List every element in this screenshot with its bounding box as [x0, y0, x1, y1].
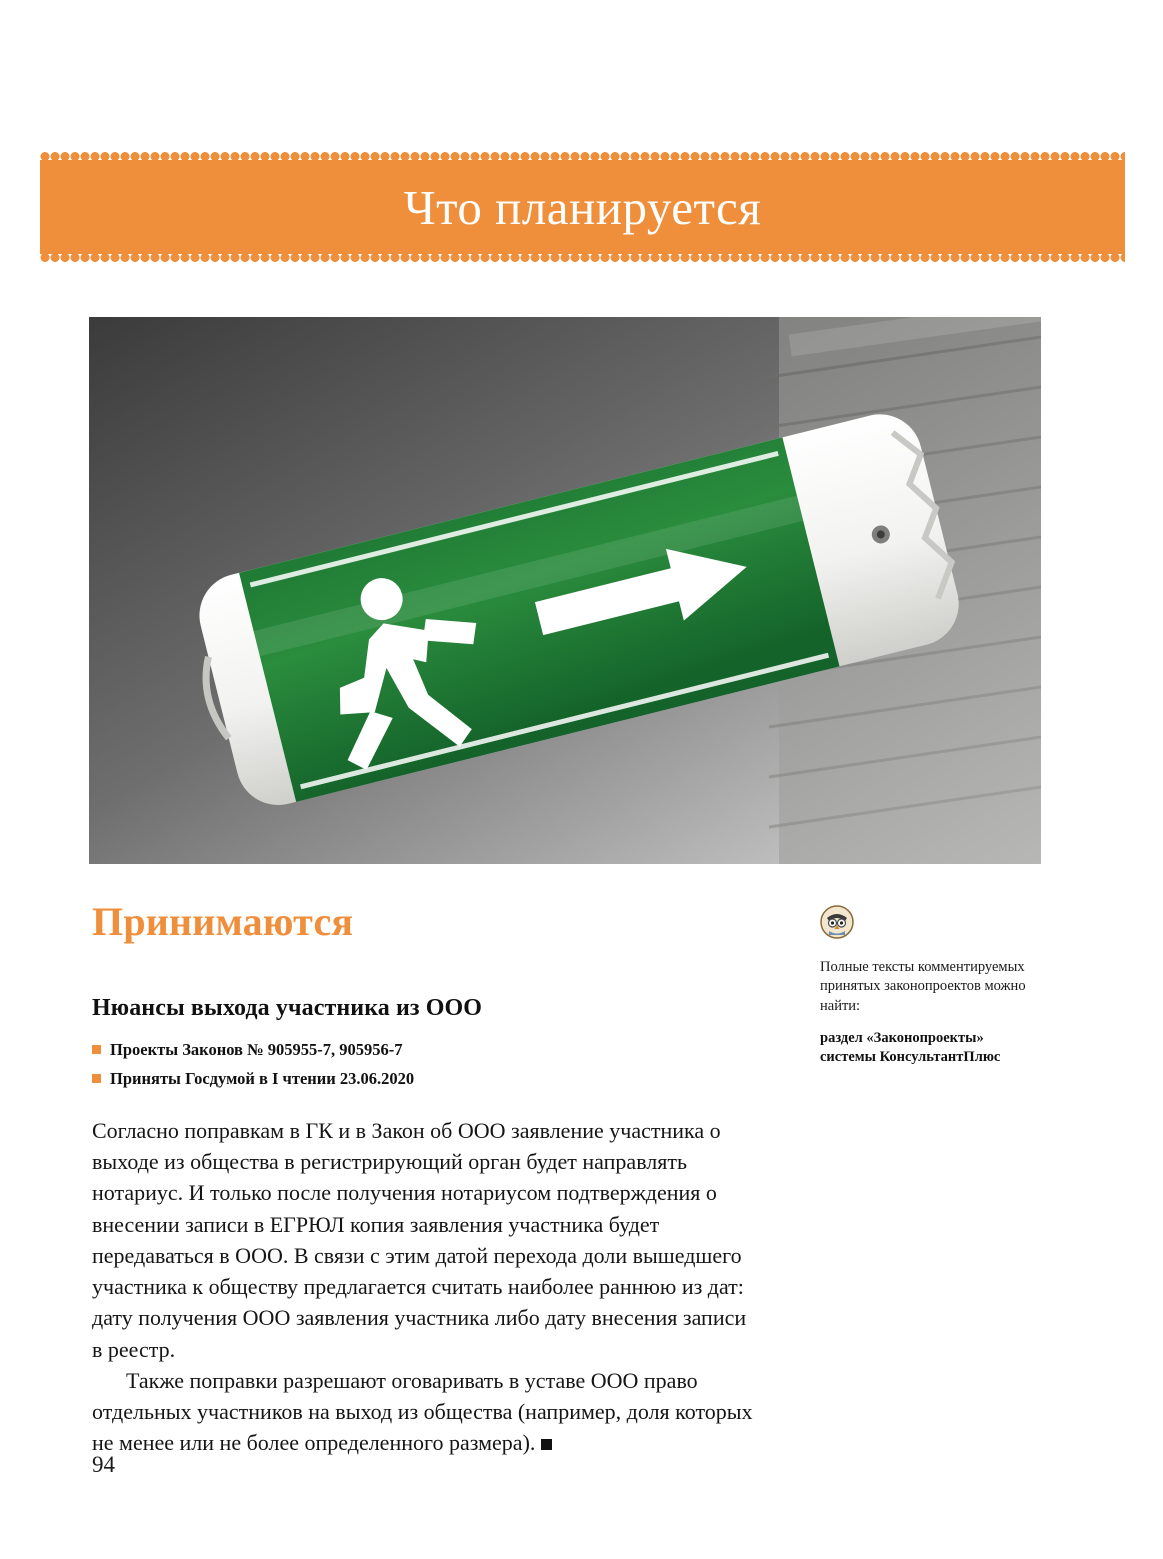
article-meta-label: Приняты Госдумой в I чтении 23.06.2020 — [110, 1069, 415, 1088]
end-of-article-mark — [541, 1439, 552, 1450]
sidenote-text: Полные тексты комментируемых принятых законопроектов можно найти: — [820, 959, 1026, 1014]
sidenote-reference — [820, 1029, 1048, 1068]
article-body — [92, 995, 762, 1459]
article-meta-item — [92, 1040, 762, 1060]
sidenote-reference-line-2: системы КонсультантПлюс — [820, 1049, 1001, 1066]
article-paragraph-text: Также поправки разрешают оговаривать в уставе ООО право отдельных участников на выход из общества (например, доля которых не менее или не более определенного размера). — [92, 1367, 753, 1456]
banner-body — [40, 160, 1125, 254]
page-title: Что планируется — [403, 179, 762, 235]
article-paragraph: Согласно поправкам в ГК и в Закон об ООО заявление участника о выходе из общества в регистрирующий орган будет направлять нотариус. И только после получения нотариусом подтверждения о внесении записи в ЕГРЮЛ копия заявления участника будет передаваться в ООО. В связи с этим датой перехода доли вышедшего участника к обществу предлагается считать наиболее раннюю из дат: дату получения ООО заявления участника либо дату внесения записи в реестр. — [92, 1118, 747, 1362]
sidenote — [820, 905, 1048, 1067]
sidenote-reference-line-1: раздел «Законопроекты» — [820, 1029, 984, 1046]
article-photo — [89, 317, 1041, 864]
article-title: Нюансы выхода участника из ООО — [92, 995, 483, 1021]
page-number: 94 — [92, 1452, 115, 1477]
section-heading: Принимаются — [92, 899, 354, 944]
square-bullet-icon — [92, 1074, 101, 1083]
consultant-owl-icon — [820, 905, 854, 939]
square-bullet-icon — [92, 1045, 101, 1054]
banner-scallop-bottom — [40, 253, 1125, 262]
article-meta-label: Проекты Законов № 905955-7, 905956-7 — [110, 1040, 403, 1059]
exit-sign-photo-illustration — [89, 317, 1041, 864]
page-header-banner — [40, 152, 1125, 262]
article-text — [92, 1115, 762, 1459]
article-meta-item — [92, 1069, 762, 1089]
article-paragraph — [92, 1365, 762, 1459]
